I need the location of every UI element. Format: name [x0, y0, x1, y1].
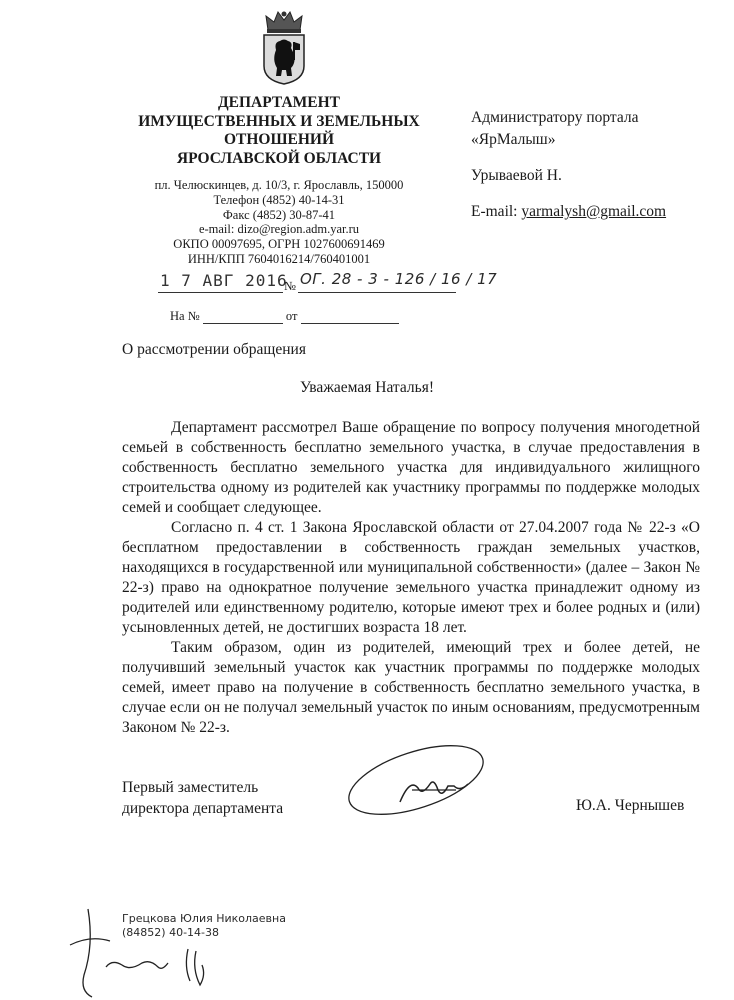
inn-line: ИНН/КПП 7604016214/760401001 — [187, 251, 371, 266]
email-line: e-mail: dizo@region.adm.yar.ru — [198, 222, 360, 237]
recipient-email — [471, 201, 721, 223]
executor-name: Грецкова Юлия Николаевна — [122, 912, 286, 925]
department-line: ОТНОШЕНИЙ — [223, 131, 335, 148]
signatory-name: Ю.А. Чернышев — [576, 797, 685, 814]
body-paragraph: Таким образом, один из родителей, имеющий трех и более детей, не получивший земельный участок как участник программы по поддержке молодых семей, имеет право на получение в собственность бесплатно земельного участка, в случае если он не получал земельный участок по иным основаниям, предусмотренным Законом № 22-з. — [122, 639, 700, 736]
department-line: ЯРОСЛАВСКОЙ ОБЛАСТИ — [176, 149, 382, 167]
number-label: № — [284, 279, 296, 293]
recipient-block — [471, 107, 721, 223]
sender-address — [120, 178, 438, 267]
executor-info — [122, 912, 286, 939]
signatory-title — [122, 777, 283, 819]
coat-of-arms-icon — [258, 8, 310, 86]
email-link[interactable]: yarmalysh@gmail.com — [521, 203, 667, 220]
reply-date-line — [301, 311, 399, 324]
date-stamp: 1 7 АВГ 2016 — [160, 271, 288, 290]
date-line — [158, 292, 283, 293]
executor-phone: (84852) 40-14-38 — [122, 925, 220, 939]
number-line — [298, 292, 456, 293]
recipient-line: «ЯрМалыш» — [471, 131, 556, 148]
phone-line: Телефон (4852) 40-14-31 — [213, 192, 345, 207]
signatory-title-line: директора департамента — [122, 800, 284, 817]
address-line: пл. Челюскинцев, д. 10/3, г. Ярославль, 150000 — [154, 178, 404, 192]
reply-number-line — [203, 311, 283, 324]
email-label: E-mail: — [471, 203, 522, 220]
signatory-title-line: Первый заместитель — [122, 779, 259, 796]
department-name — [120, 94, 438, 168]
from-label: от — [285, 309, 298, 323]
department-line: ДЕПАРТАМЕНТ — [217, 94, 341, 111]
letter-subject: О рассмотрении обращения — [122, 341, 306, 358]
handwritten-number: ОГ. 28 - 3 - 126 / 16 / 17 — [300, 270, 498, 288]
reply-label: На № — [170, 309, 200, 323]
recipient-line: Администратору портала — [471, 109, 639, 126]
reply-reference — [170, 309, 399, 324]
fax-line: Факс (4852) 30-87-41 — [222, 207, 336, 222]
department-line: ИМУЩЕСТВЕННЫХ И ЗЕМЕЛЬНЫХ — [138, 112, 420, 130]
letter-body — [122, 418, 700, 738]
body-paragraph: Согласно п. 4 ст. 1 Закона Ярославской области от 27.04.2007 года № 22-з «О бесплатном предоставлении в собственность граждан земельных участков, находящихся в государственной или муниципальной собственности» (далее – Закон № 22-з) право на однократное получение земельного участка принадлежит одному из родителей или единственному родителю, которые имеют трех и более родных и (или) усыновленных детей, не достигших возраста 18 лет. — [122, 519, 700, 636]
okpo-line: ОКПО 00097695, ОГРН 1027600691469 — [173, 237, 385, 252]
body-paragraph: Департамент рассмотрел Ваше обращение по вопросу получения многодетной семьей в собственность бесплатно земельного участка, в случае предоставления в собственность бесплатно земельного участка для индивидуального жилищного строительства одному из родителей как участнику программы по поддержке молодых семей и сообщает следующее. — [122, 419, 700, 516]
recipient-name: Урываевой Н. — [471, 167, 562, 184]
handwritten-signature — [338, 740, 498, 820]
salutation: Уважаемая Наталья! — [299, 379, 435, 396]
